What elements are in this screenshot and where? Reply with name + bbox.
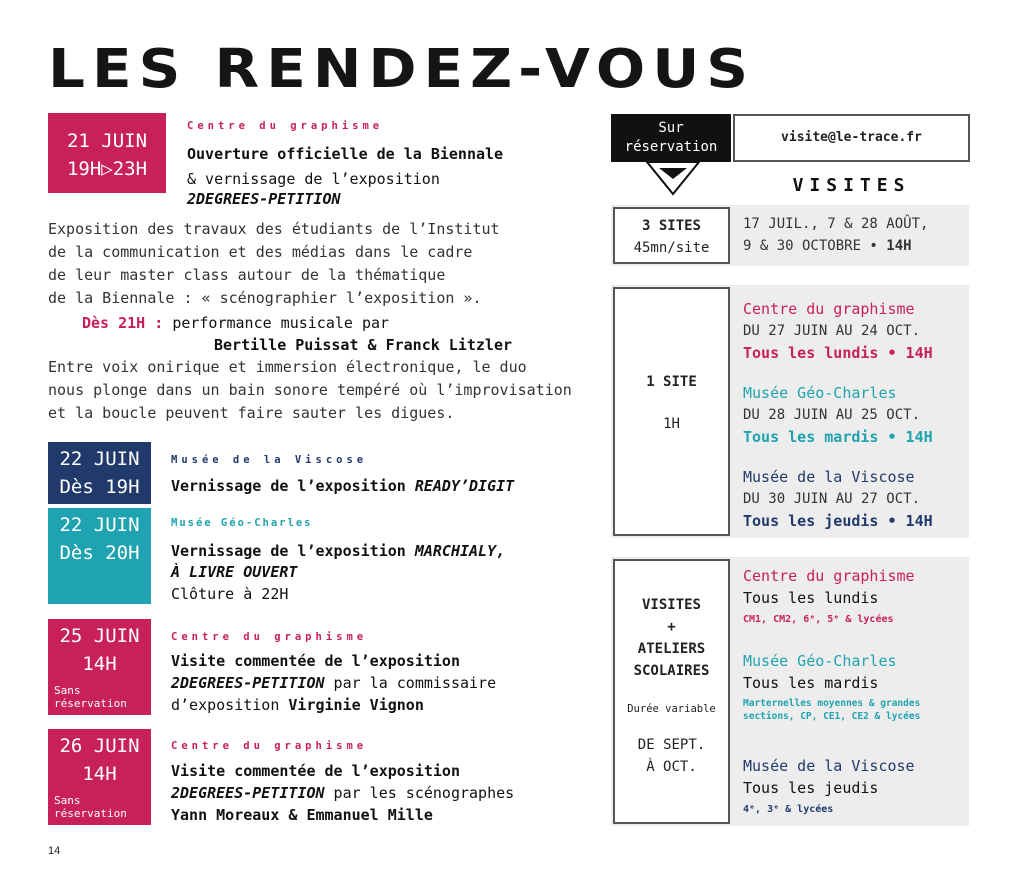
event-title: Vernissage de l’exposition MARCHIALY, <box>171 542 506 560</box>
date-box-22-juin-viscose: 22 JUIN Dès 19H <box>48 442 151 504</box>
schedule-item: Musée Géo-Charles DU 28 JUIN AU 25 OCT. Tous les mardis • 14H <box>743 384 933 446</box>
date-box-25-juin: 25 JUIN 14H Sans réservation <box>48 619 151 715</box>
exhibition-title: 2DEGREES-PETITION <box>187 190 341 208</box>
visit-dates: 17 JUIL., 7 & 28 AOÛT, 9 & 30 OCTOBRE • 14H <box>743 216 929 254</box>
scolaires-label-box: VISITES + ATELIERS SCOLAIRES Durée variable DE SEPT. À OCT. <box>613 559 730 824</box>
performance-line: Dès 21H : performance musicale par <box>82 314 390 332</box>
date-box-26-juin: 26 JUIN 14H Sans réservation <box>48 729 151 825</box>
performance-artists: Bertille Puissat & Franck Litzler <box>214 336 513 354</box>
school-item: Musée Géo-Charles Tous les mardis Marternelles moyennes & grandes sections, CP, CE1, CE2 & lycées <box>743 652 921 722</box>
date-box-21-juin <box>48 113 166 193</box>
date-box-22-juin-geo-charles: 22 JUIN Dès 20H <box>48 508 151 604</box>
event-title: Visite commentée de l’exposition <box>171 762 460 780</box>
page-title: LES RENDEZ-VOUS <box>48 37 756 100</box>
event-time: 19H▷23H <box>66 158 148 180</box>
visits-heading: VISITES <box>792 175 911 196</box>
performance-time: Dès 21H : <box>82 314 164 332</box>
exhibition-title: À LIVRE OUVERT <box>171 563 298 581</box>
event-scenographers: Yann Moreaux & Emmanuel Mille <box>171 806 433 824</box>
event-subtitle: 2DEGREES-PETITION par les scénographes <box>171 784 515 802</box>
event-title: Vernissage de l’exposition READY’DIGIT <box>171 477 515 495</box>
venue-label: Musée de la Viscose <box>171 454 368 466</box>
arrow-down-icon <box>646 162 700 196</box>
email-link[interactable]: visite@le-trace.fr <box>733 114 970 162</box>
school-item: Centre du graphisme Tous les lundis CM1, CM2, 6ᵉ, 5ᵉ & lycées <box>743 567 915 625</box>
schedule-item: Centre du graphisme DU 27 JUIN AU 24 OCT. Tous les lundis • 14H <box>743 300 933 362</box>
closing-time: Clôture à 22H <box>171 585 289 603</box>
arrow-icon: ▷ <box>101 158 113 180</box>
school-item: Musée de la Viscose Tous les jeudis 4ᵉ, 3ᵉ & lycées <box>743 757 915 815</box>
event-subtitle: & vernissage de l’exposition <box>187 170 440 188</box>
event-title: Ouverture officielle de la Biennale <box>187 145 504 163</box>
sites-label-box: 1 SITE 1H <box>613 287 730 536</box>
event-date: 21 JUIN <box>66 130 148 152</box>
schedule-item: Musée de la Viscose DU 30 JUIN AU 27 OCT. Tous les jeudis • 14H <box>743 468 933 530</box>
sites-label-box: 3 SITES 45mn/site <box>613 207 730 264</box>
event-curator: d’exposition Virginie Vignon <box>171 696 424 714</box>
venue-label: Musée Géo-Charles <box>171 517 313 529</box>
event-subtitle: 2DEGREES-PETITION par la commissaire <box>171 674 497 692</box>
venue-label: Centre du graphisme <box>171 631 368 643</box>
page-number: 14 <box>48 845 61 857</box>
performance-description: Entre voix onirique et immersion électronique, le duo nous plonge dans un bain sonore tempéré où l’improvisation et la boucle peuvent faire sauter les digues. <box>48 358 572 422</box>
event-description: Exposition des travaux des étudiants de l’Institut de la communication et des médias dans le cadre de leur master class autour de la thématique de la Biennale : « scénographier l’exposition ». <box>48 220 500 307</box>
reservation-badge: Sur réservation <box>611 114 731 162</box>
event-title: Visite commentée de l’exposition <box>171 652 460 670</box>
venue-label: Centre du graphisme <box>187 120 384 132</box>
venue-label: Centre du graphisme <box>171 740 368 752</box>
